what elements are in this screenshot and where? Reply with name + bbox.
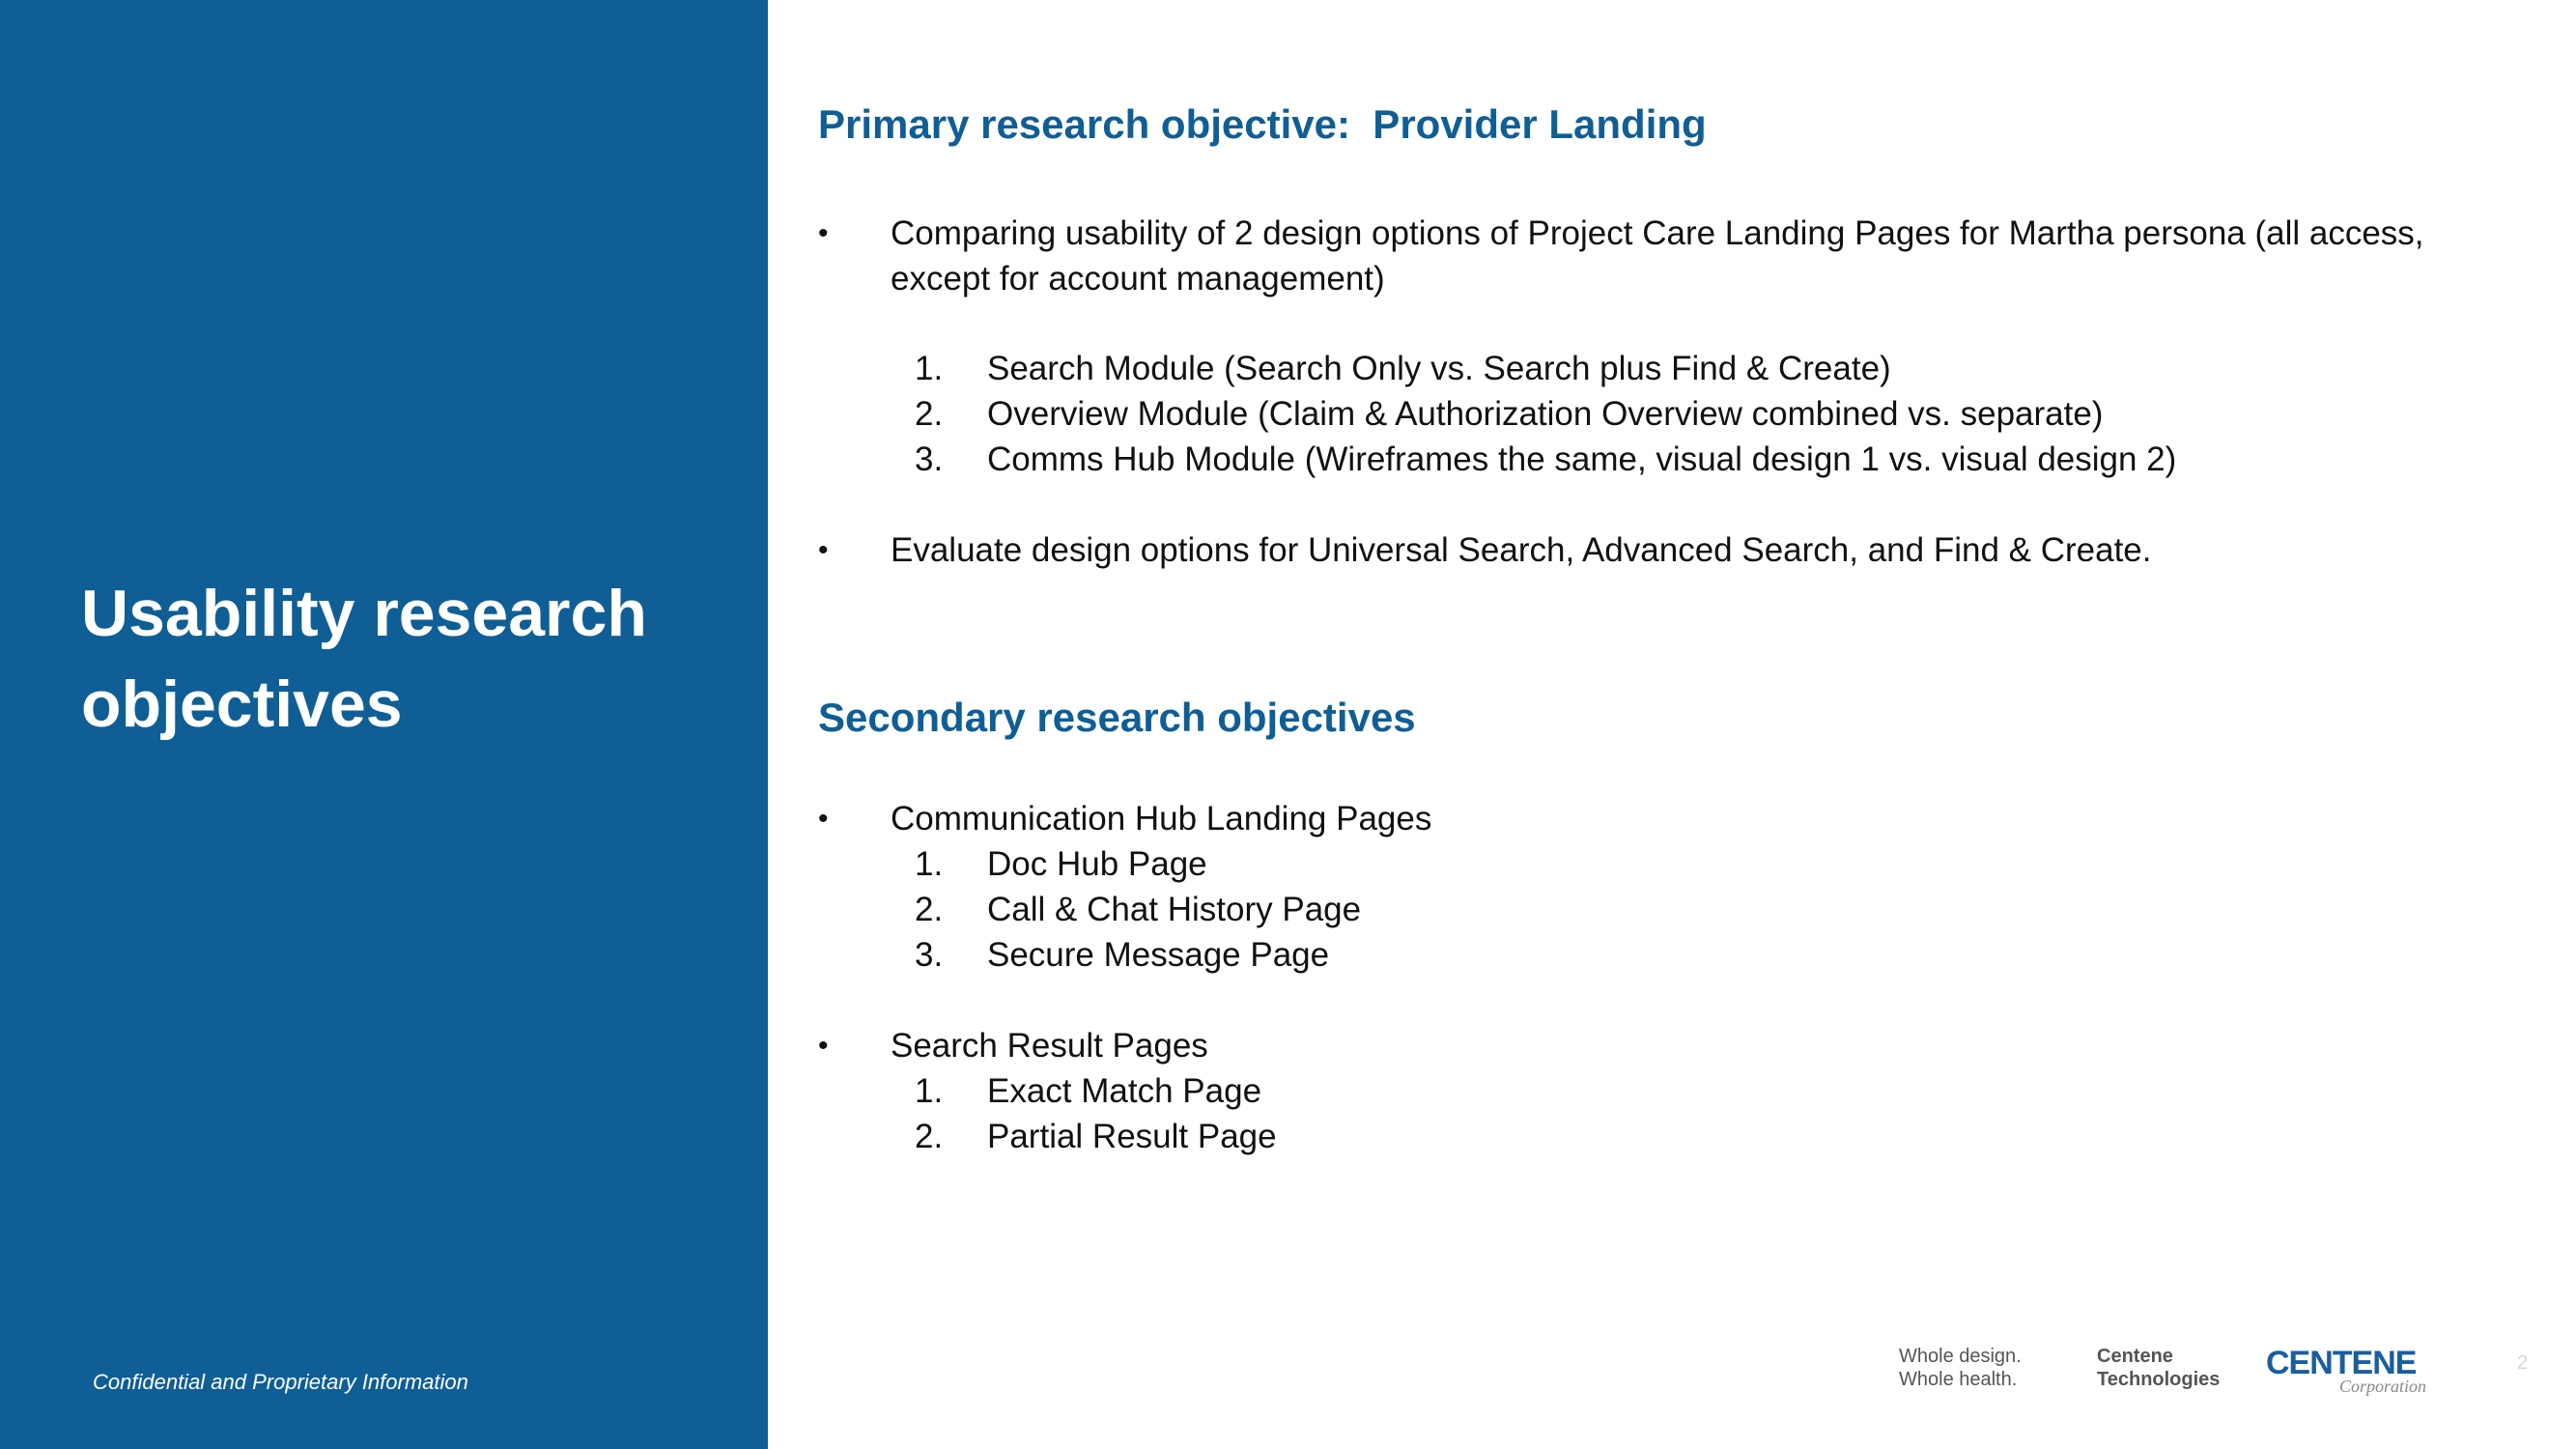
secondary-heading: Secondary research objectives bbox=[818, 695, 1416, 740]
tagline-line-1: Whole design. bbox=[1899, 1346, 2022, 1367]
tagline-line-2: Whole health. bbox=[1899, 1369, 2018, 1390]
ct-line-2: Technologies bbox=[2097, 1369, 2221, 1390]
item-text: Overview Module (Claim & Authorization Overview combined vs. separate) bbox=[987, 395, 2104, 433]
title-panel bbox=[0, 0, 768, 1449]
ct-line-1: Centene bbox=[2097, 1346, 2173, 1367]
bullet-text: Search Result Pages bbox=[891, 1027, 1208, 1065]
primary-bullet-2 bbox=[818, 527, 2479, 573]
bullet-text: Communication Hub Landing Pages bbox=[891, 800, 1432, 838]
item-number: 2. bbox=[915, 891, 944, 928]
bullet-marker: • bbox=[818, 534, 829, 566]
bullet-marker: • bbox=[818, 217, 829, 249]
slide-title: Usability research objectives bbox=[81, 577, 647, 741]
bullet-text: Comparing usability of 2 design options of Project Care Landing Pages for Martha persona (all access, except for account management) bbox=[891, 214, 2424, 298]
secondary-item-3 bbox=[915, 932, 1329, 978]
item-text: Search Module (Search Only vs. Search plus Find & Create) bbox=[987, 350, 1891, 387]
secondary-item-2 bbox=[915, 887, 1361, 932]
item-text: Secure Message Page bbox=[987, 936, 1330, 974]
centene-logo: CENTENE bbox=[2266, 1345, 2417, 1381]
bullet-marker: • bbox=[818, 803, 829, 835]
primary-item-2 bbox=[915, 391, 2103, 437]
primary-heading: Primary research objective: Provider Landing bbox=[818, 101, 1707, 147]
item-number: 1. bbox=[915, 350, 944, 387]
primary-item-1 bbox=[915, 346, 1891, 391]
footer-logos bbox=[1899, 1341, 2556, 1399]
item-number: 3. bbox=[915, 440, 944, 478]
item-number: 3. bbox=[915, 936, 944, 974]
item-text: Doc Hub Page bbox=[987, 845, 1207, 883]
item-text: Comms Hub Module (Wireframes the same, visual design 1 vs. visual design 2) bbox=[987, 440, 2177, 478]
item-text: Exact Match Page bbox=[987, 1072, 1262, 1110]
primary-bullet-1 bbox=[818, 211, 2479, 301]
item-number: 1. bbox=[915, 1072, 944, 1110]
confidential-notice: Confidential and Proprietary Information bbox=[93, 1370, 468, 1394]
secondary-item-1 bbox=[915, 841, 1207, 887]
centene-technologies-logo bbox=[2097, 1345, 2220, 1391]
item-text: Call & Chat History Page bbox=[987, 891, 1362, 928]
item-number: 2. bbox=[915, 395, 944, 433]
item-number: 2. bbox=[915, 1118, 944, 1155]
bullet-text: Evaluate design options for Universal Search, Advanced Search, and Find & Create. bbox=[891, 531, 2152, 569]
centene-corporation-text: Corporation bbox=[2339, 1377, 2427, 1396]
item-number: 1. bbox=[915, 845, 944, 883]
secondary-item-4 bbox=[915, 1068, 1261, 1114]
secondary-bullet-2 bbox=[818, 1023, 2479, 1068]
secondary-bullet-1 bbox=[818, 796, 2479, 841]
primary-item-3 bbox=[915, 437, 2176, 482]
bullet-marker: • bbox=[818, 1030, 829, 1062]
page-number: 2 bbox=[2517, 1352, 2529, 1374]
tagline-logo bbox=[1899, 1345, 2022, 1391]
item-text: Partial Result Page bbox=[987, 1118, 1277, 1155]
secondary-item-5 bbox=[915, 1114, 1277, 1159]
